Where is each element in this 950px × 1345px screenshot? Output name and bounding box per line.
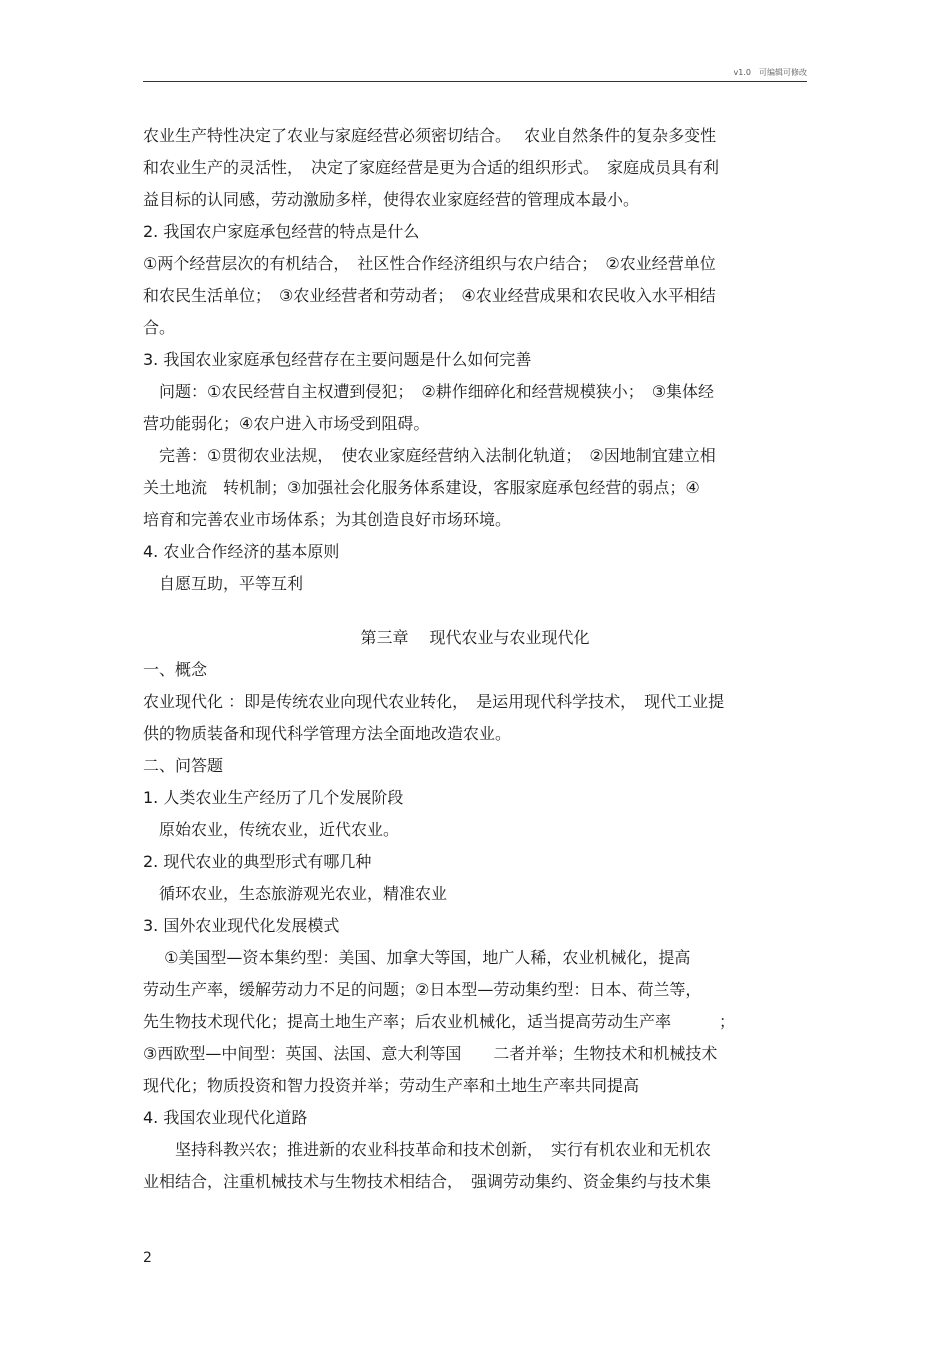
question-heading: 4. 农业合作经济的基本原则 [143,542,340,561]
text-line: ①两个经营层次的有机结合， 社区性合作经济组织与农户结合； ②农业经营单位 [143,254,716,273]
question-heading: 4. 我国农业现代化道路 [143,1108,308,1127]
question-heading: 2. 现代农业的典型形式有哪几种 [143,852,372,871]
question-heading: 3. 国外农业现代化发展模式 [143,916,340,935]
text-line: 关土地流 转机制；③加强社会化服务体系建设，客服家庭承包经营的弱点；④ [143,478,700,497]
document-body [143,120,807,1198]
section-heading: 二、问答题 [143,756,224,775]
text-line: 业相结合，注重机械技术与生物技术相结合， 强调劳动集约、资金集约与技术集 [143,1172,712,1191]
text-line: 自愿互助，平等互利 [143,574,304,593]
question-heading: 3. 我国农业家庭承包经营存在主要问题是什么如何完善 [143,350,532,369]
text-line: 先生物技术现代化；提高土地生产率；后农业机械化，适当提高劳动生产率 ； [143,1012,736,1031]
text-line: 和农业生产的灵活性， 决定了家庭经营是更为合适的组织形式。 家庭成员具有利 [143,158,720,177]
text-line: 循环农业，生态旅游观光农业，精准农业 [143,884,448,903]
text-line: 农业生产特性决定了农业与家庭经营必须密切结合。 农业自然条件的复杂多变性 [143,126,717,145]
text-line: 问题：①农民经营自主权遭到侵犯； ②耕作细碎化和经营规模狭小； ③集体经 [143,382,715,401]
page-number: 2 [143,1250,152,1266]
text-line: 和农民生活单位； ③农业经营者和劳动者； ④农业经营成果和农民收入水平相结 [143,286,716,305]
text-line: 益目标的认同感，劳动激励多样，使得农业家庭经营的管理成本最小。 [143,190,640,209]
text-line: 完善：①贯彻农业法规， 使农业家庭经营纳入法制化轨道； ②因地制宜建立相 [143,446,716,465]
section-heading: 一、概念 [143,660,208,679]
text-line: ③西欧型—中间型：英国、法国、意大利等国 二者并举；生物技术和机械技术 [143,1044,718,1063]
chapter-title: 第三章 现代农业与农业现代化 [360,628,590,647]
section-gap [143,600,807,622]
text-line: 合。 [143,318,176,337]
text-line: 原始农业，传统农业，近代农业。 [143,820,400,839]
text-line: 营功能弱化；④农户进入市场受到阻碍。 [143,414,430,433]
header-rule [143,81,807,82]
text-line: 劳动生产率，缓解劳动力不足的问题；②日本型—劳动集约型：日本、荷兰等， [143,980,702,999]
text-line: 坚持科教兴农；推进新的农业科技革命和技术创新， 实行有机农业和无机农 [143,1140,712,1159]
question-heading: 2. 我国农户家庭承包经营的特点是什么 [143,222,420,241]
text-line: ①美国型—资本集约型：美国、加拿大等国，地广人稀，农业机械化，提高 [143,948,691,967]
text-line: 培育和完善农业市场体系；为其创造良好市场环境。 [143,510,512,529]
text-line: 农业现代化 ：即是传统农业向现代农业转化， 是运用现代科学技术， 现代工业提 [143,692,725,711]
version-note: v1.0 可编辑可修改 [733,68,807,77]
question-heading: 1. 人类农业生产经历了几个发展阶段 [143,788,404,807]
text-line: 现代化；物质投资和智力投资并举；劳动生产率和土地生产率共同提高 [143,1076,640,1095]
text-line: 供的物质装备和现代科学管理方法全面地改造农业。 [143,724,512,743]
